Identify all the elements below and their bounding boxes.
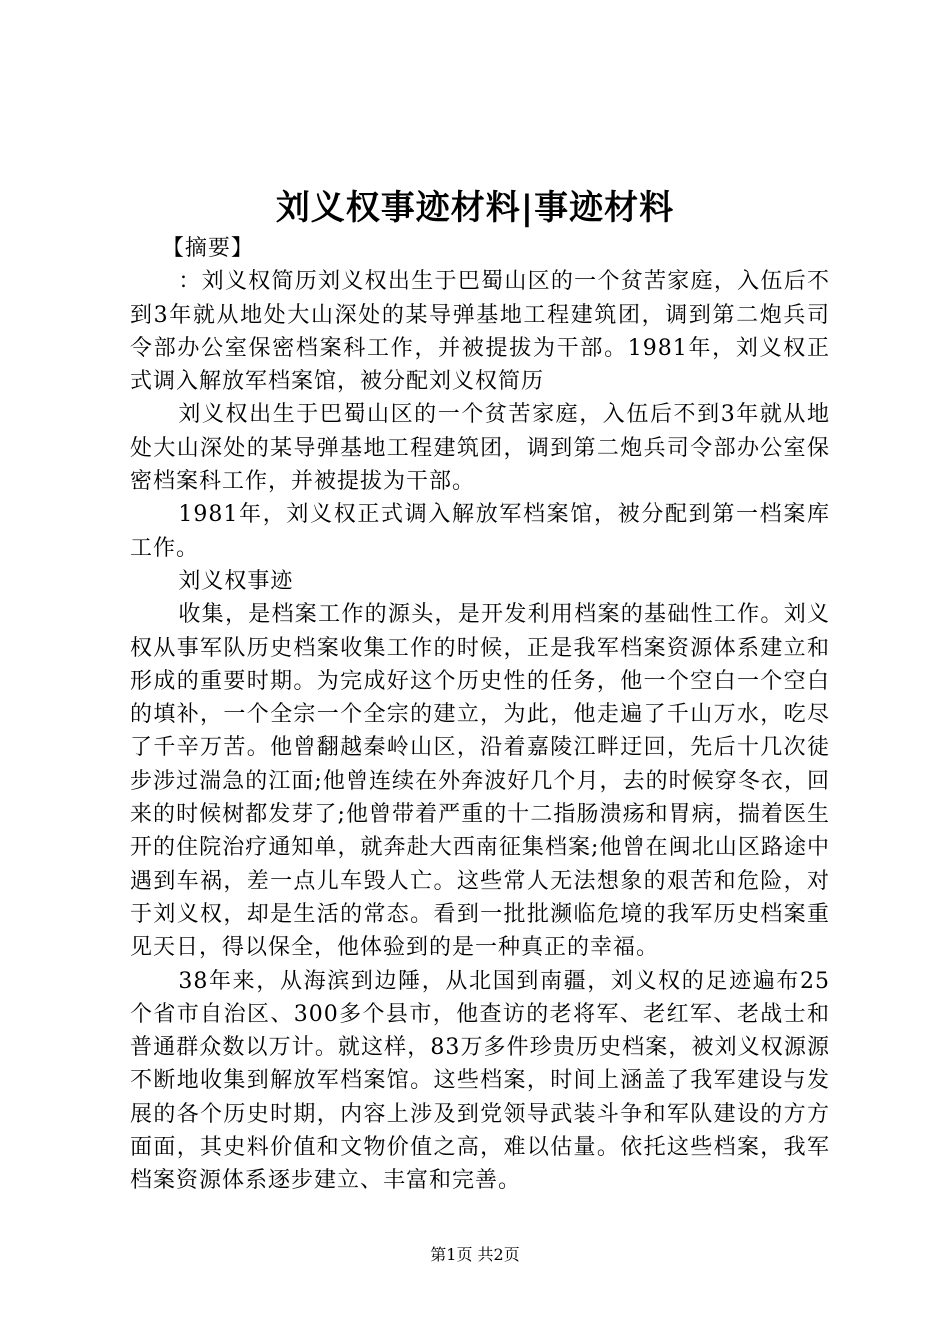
paragraph-transfer: 1981年，刘义权正式调入解放军档案馆，被分配到第一档案库工作。 <box>130 502 830 561</box>
paragraph-collection: 收集，是档案工作的源头，是开发利用档案的基础性工作。刘义权从事军队历史档案收集工作的时候，正是我军档案资源体系建立和形成的重要时期。为完成好这个历史性的任务，他一个空白一个空白的填补，一个全宗一个全宗的建立，为此，他走遍了千山万水，吃尽了千辛万苦。他曾翻越秦岭山区，沿着嘉陵江畔迂回，先后十几次徒步涉过湍急的江面;他曾连续在外奔波好几个月，去的时候穿冬衣，回来的时候树都发芽了;他曾带着严重的十二指肠溃疡和胃病，揣着医生开的住院治疗通知单，就奔赴大西南征集档案;他曾在闽北山区路途中遇到车祸，差一点儿车毁人亡。这些常人无法想象的艰苦和危险，对于刘义权，却是生活的常态。看到一批批濒临危境的我军历史档案重见天日，得以保全，他体验到的是一种真正的幸福。 <box>130 602 830 961</box>
abstract-label: 【摘要】 <box>161 236 254 261</box>
document-body <box>130 232 830 1198</box>
section-heading-deeds: 刘义权事迹 <box>178 568 294 594</box>
page-footer: 第1页 共2页 <box>430 1245 520 1264</box>
document-title: 刘义权事迹材料|事迹材料 <box>275 188 675 228</box>
paragraph-abstract: ：刘义权简历刘义权出生于巴蜀山区的一个贫苦家庭，入伍后不到3年就从地处大山深处的某导弹基地工程建筑团，调到第二炮兵司令部办公室保密档案科工作，并被提拔为干部。1981年，刘义权正式调入解放军档案馆，被分配刘义权简历 <box>130 269 830 395</box>
paragraph-achievements: 38年来，从海滨到边陲，从北国到南疆，刘义权的足迹遍布25个省市自治区、300多个县市，他查访的老将军、老红军、老战士和普通群众数以万计。就这样，83万多件珍贵历史档案，被刘义权源源不断地收集到解放军档案馆。这些档案，时间上涵盖了我军建设与发展的各个历史时期，内容上涉及到党领导武装斗争和军队建设的方方面面，其史料价值和文物价值之高，难以估量。依托这些档案，我军档案资源体系逐步建立、丰富和完善。 <box>130 968 830 1194</box>
paragraph-bio: 刘义权出生于巴蜀山区的一个贫苦家庭，入伍后不到3年就从地处大山深处的某导弹基地工程建筑团，调到第二炮兵司令部办公室保密档案科工作，并被提拔为干部。 <box>130 402 830 495</box>
